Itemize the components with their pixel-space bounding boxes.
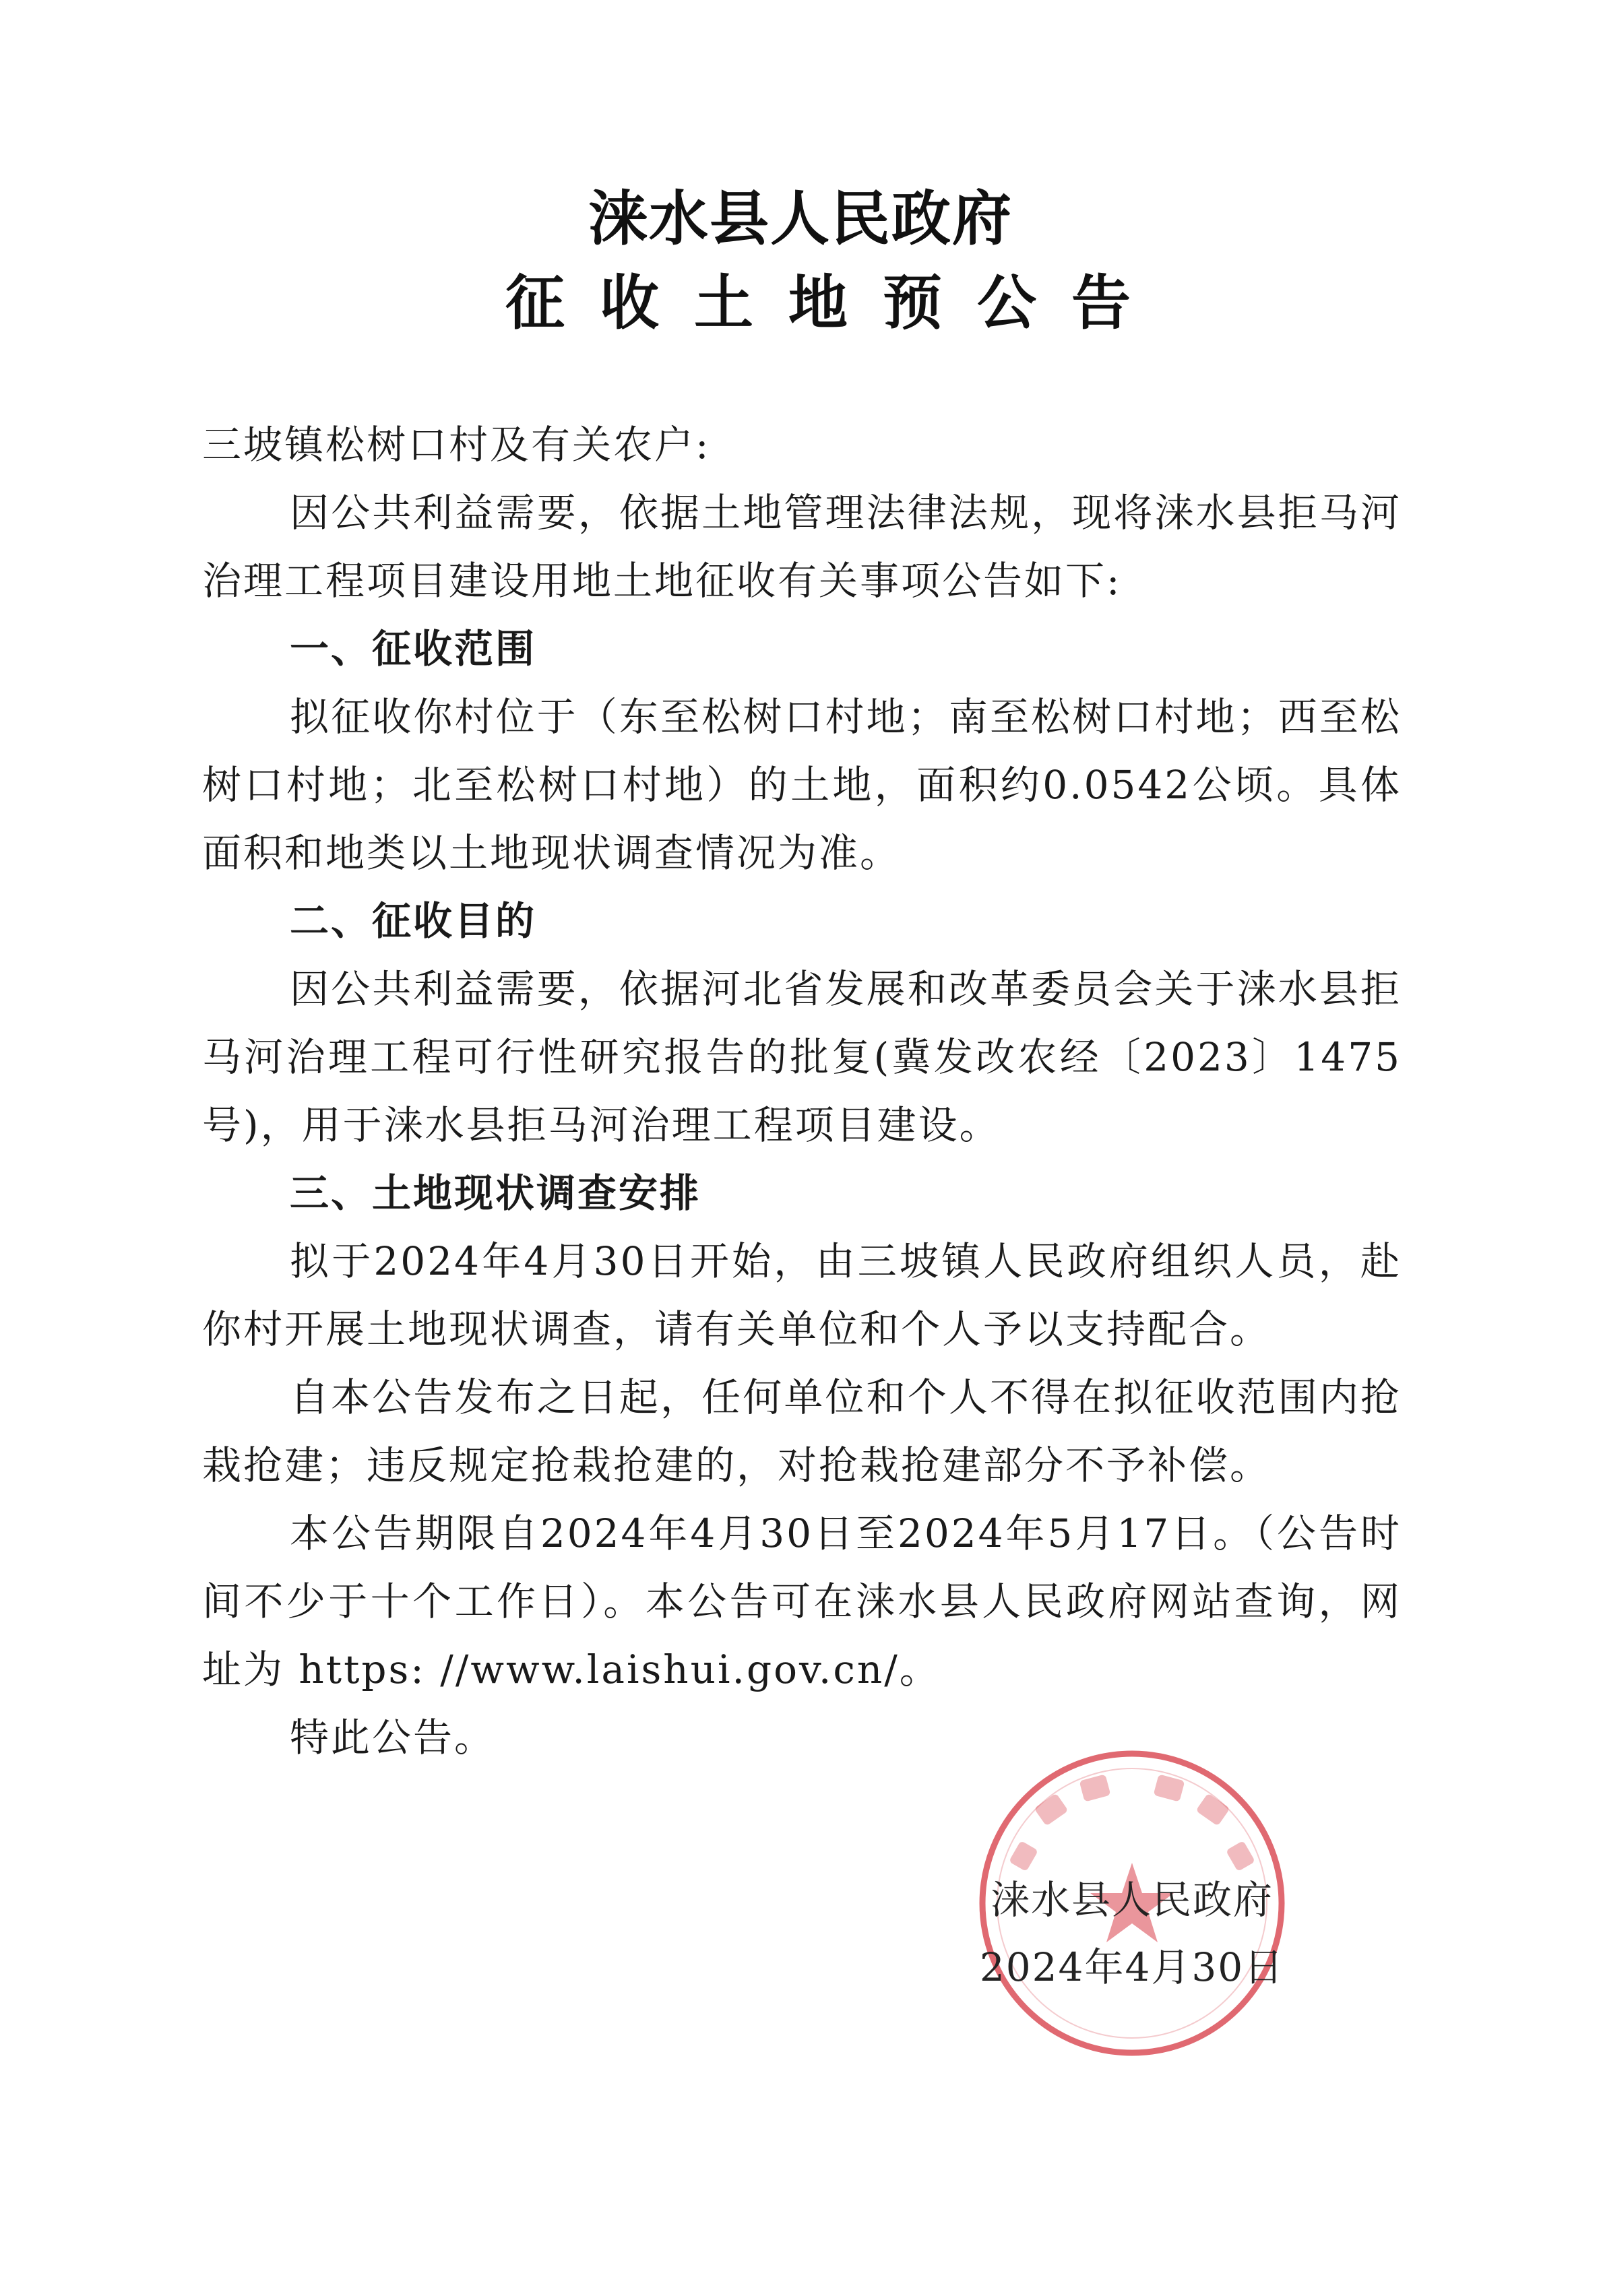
document-title: 涞水县人民政府 [588, 183, 1013, 253]
document-subtitle: 征收土地预公告 [505, 267, 1166, 338]
closing-line: 特此公告。 [290, 1715, 496, 1760]
salutation: 三坡镇松树口村及有关农户: [202, 422, 711, 468]
document-body [202, 411, 1402, 1772]
period-paragraph: 本公告期限自2024年4月30日至2024年5月17日。（公告时间不少于十个工作日）。本公告可在涞水县人民政府网站查询，网址为 https: //www.laishui.gov.cn/。 [202, 1510, 1402, 1692]
section-1-heading: 一、征收范围 [290, 626, 537, 672]
signature-block [943, 1866, 1321, 2001]
section-3-paragraph: 拟于2024年4月30日开始，由三坡镇人民政府组织人员，赴你村开展土地现状调查，请有关单位和个人予以支持配合。 [202, 1238, 1402, 1352]
section-2-paragraph: 因公共利益需要，依据河北省发展和改革委员会关于涞水县拒马河治理工程可行性研究报告的批复(冀发改农经〔2023〕1475号)，用于涞水县拒马河治理工程项目建设。 [202, 966, 1402, 1148]
section-1-paragraph: 拟征收你村位于（东至松树口村地；南至松树口村地；西至松树口村地；北至松树口村地）的土地，面积约0.0542公顷。具体面积和地类以土地现状调查情况为准。 [202, 694, 1402, 876]
prohibition-paragraph: 自本公告发布之日起，任何单位和个人不得在拟征收范围内抢栽抢建；违反规定抢栽抢建的，对抢栽抢建部分不予补偿。 [202, 1374, 1402, 1488]
issue-date: 2024年4月30日 [979, 1944, 1285, 1990]
intro-paragraph: 因公共利益需要，依据土地管理法律法规，现将涞水县拒马河治理工程项目建设用地土地征收有关事项公告如下: [202, 490, 1402, 604]
issuer-name: 涞水县人民政府 [990, 1877, 1274, 1923]
section-2-heading: 二、征收目的 [290, 898, 537, 944]
section-3-heading: 三、土地现状调查安排 [290, 1170, 701, 1216]
